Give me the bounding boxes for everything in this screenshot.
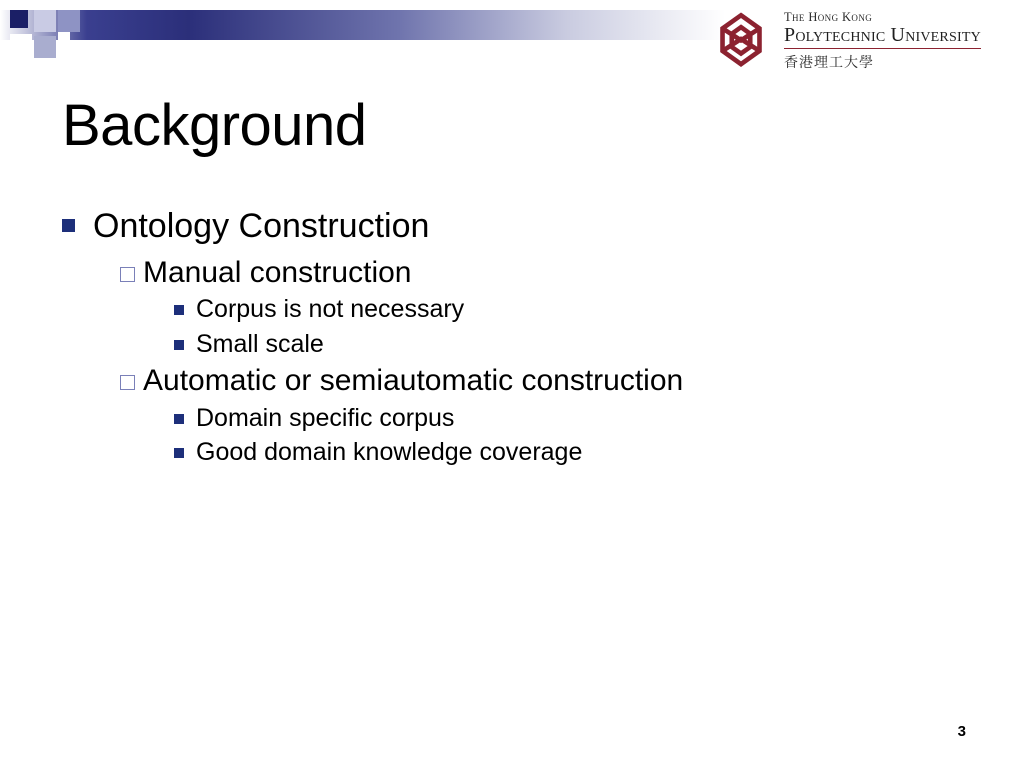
bullet-item-level2 — [120, 254, 962, 292]
page-title: Background — [62, 93, 367, 158]
bullet-text: Small scale — [196, 329, 324, 358]
bullet-item-level3 — [174, 328, 962, 361]
polyu-knot-icon — [708, 10, 774, 76]
decor-square-1 — [10, 10, 28, 28]
bullet-item-level3 — [174, 436, 962, 469]
small-square-bullet-icon — [174, 448, 184, 458]
bullet-text: Ontology Construction — [93, 207, 430, 245]
bullet-item-level2 — [120, 362, 962, 400]
gradient-bar — [0, 10, 725, 40]
logo-line-2: Polytechnic University — [784, 24, 981, 49]
bullet-text: Corpus is not necessary — [196, 295, 465, 323]
decor-square-2 — [34, 10, 56, 32]
square-bullet-icon — [62, 219, 75, 232]
logo-line-3-chinese: 香港理工大學 — [784, 55, 874, 72]
logo-text-block — [784, 8, 981, 72]
bullet-text: Manual construction — [143, 255, 412, 289]
decor-square-6 — [58, 32, 70, 44]
bullet-item-level1 — [62, 205, 962, 248]
bullet-text: Automatic or semiautomatic construction — [143, 364, 684, 397]
small-square-bullet-icon — [174, 414, 184, 424]
university-logo — [708, 8, 1008, 80]
small-square-bullet-icon — [174, 305, 184, 315]
bullet-text: Good domain knowledge coverage — [196, 438, 583, 466]
bullet-item-level3 — [174, 402, 962, 435]
hollow-square-bullet-icon — [120, 375, 135, 390]
logo-line-1: The Hong Kong — [784, 10, 873, 24]
hollow-square-bullet-icon — [120, 267, 135, 282]
bullet-item-level3 — [174, 293, 962, 326]
page-number: 3 — [957, 723, 966, 740]
decor-square-4 — [10, 34, 32, 56]
slide-body — [62, 205, 962, 471]
decor-square-5 — [34, 36, 56, 58]
small-square-bullet-icon — [174, 340, 184, 350]
bullet-text: Domain specific corpus — [196, 403, 455, 432]
decor-square-3 — [58, 10, 80, 32]
